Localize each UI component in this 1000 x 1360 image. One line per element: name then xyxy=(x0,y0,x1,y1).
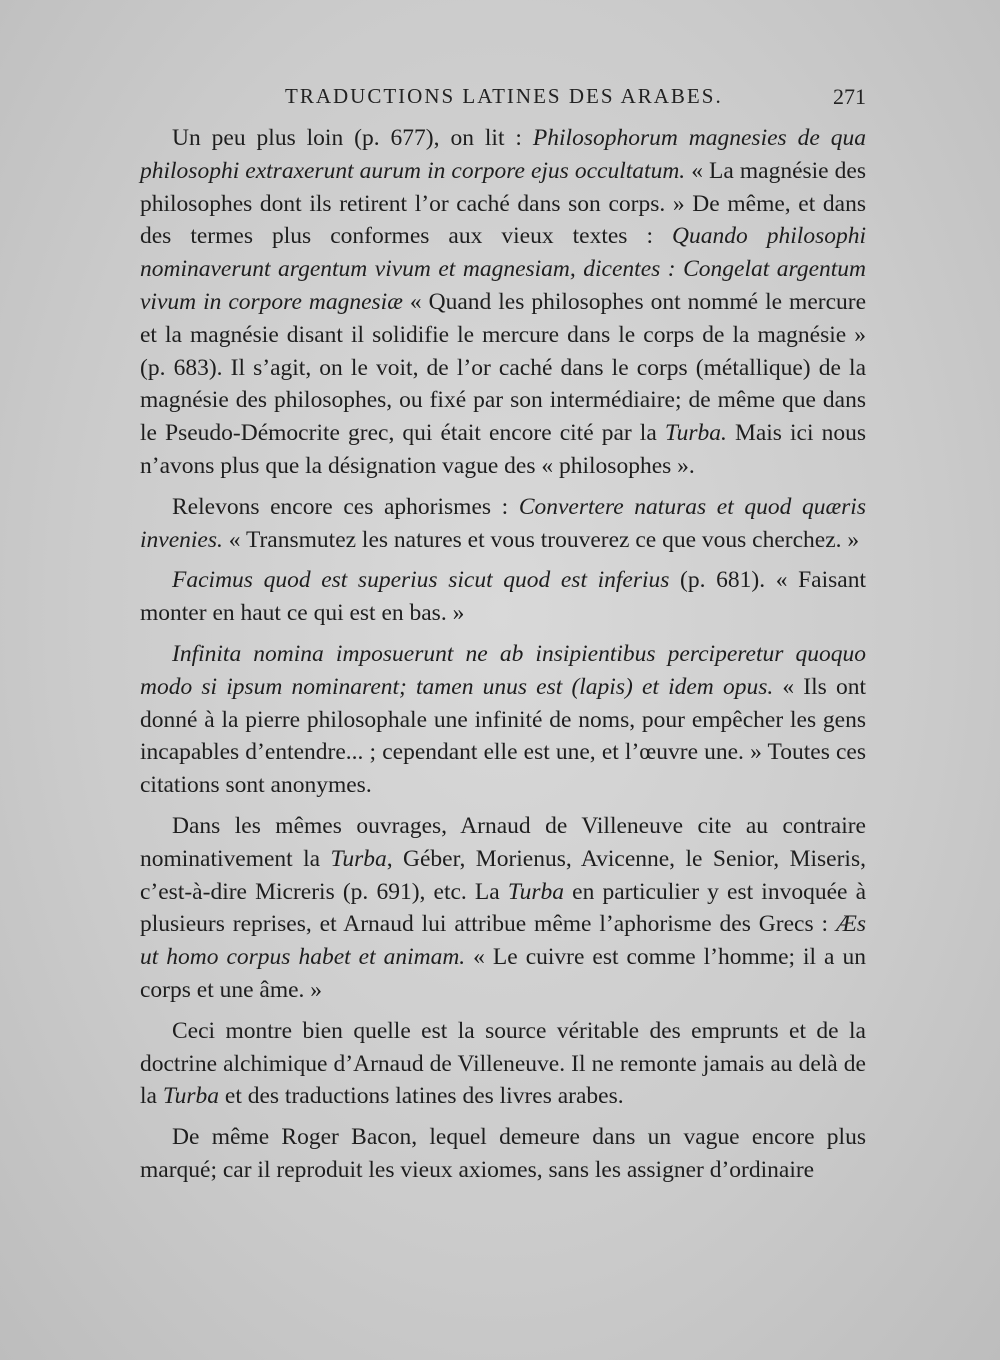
paragraph-6 xyxy=(140,1015,866,1113)
paragraph-2 xyxy=(140,491,866,557)
text-run: et des traductions latines des livres arabes. xyxy=(219,1083,624,1110)
latin-quote: Convertere naturas et quod quæris invenies. xyxy=(140,493,866,553)
text-run: « Transmutez les natures et vous trouverez ce que vous cherchez. » xyxy=(222,526,860,553)
page-number: 271 xyxy=(833,84,866,109)
latin-quote: Æs ut homo corpus habet et animam. xyxy=(140,911,866,971)
latin-quote: Quando philosophi nominaverunt argentum vivum et magnesiam, dicentes : Congelat argentum vivum in corpore magnesiæ xyxy=(140,223,866,315)
text-run: en particulier y est invoquée à plusieurs reprises, et Arnaud lui attribue même l’aphorisme des Grecs : xyxy=(140,878,867,938)
running-title: TRADUCTIONS LATINES DES ARABES. xyxy=(285,84,723,108)
paragraph-4 xyxy=(140,638,866,802)
latin-quote: Turba xyxy=(507,878,565,905)
latin-quote: Turba xyxy=(162,1083,220,1110)
latin-quote: Turba. xyxy=(664,420,727,447)
latin-quote: Facimus quod est superius sicut quod est inferius xyxy=(172,567,670,594)
text-run: « Ils ont donné à la pierre philosophale une infinité de noms, pour empêcher les gens incapables d’entendre... ; cependant elle est une, et l’œuvre une. » Toutes ces citations sont anonymes. xyxy=(140,673,866,799)
running-head xyxy=(140,84,870,118)
text-run: De même Roger Bacon, lequel demeure dans un vague encore plus marqué; car il reproduit les vieux axiomes, sans les assigner d’ordinaire xyxy=(140,1124,866,1183)
paragraph-5 xyxy=(140,810,866,1007)
paragraph-7 xyxy=(140,1121,866,1187)
text-run: (p. 681). « Faisant monter en haut ce qui est en bas. » xyxy=(140,567,866,627)
text-run: Relevons encore ces aphorismes : xyxy=(172,493,519,520)
text-run: Un peu plus loin (p. 677), on lit : xyxy=(172,125,533,151)
text-run: Ceci montre bien quelle est la source véritable des emprunts et de la doctrine alchimique d’Arnaud de Villeneuve. Il ne remonte jamais au delà de la xyxy=(140,1017,866,1110)
latin-quote: Philosophorum magnesies de qua philosophi extraxerunt aurum in corpore ejus occultatum. xyxy=(140,125,866,184)
text-run: « Le cuivre est comme l’homme; il a un corps et une âme. » xyxy=(140,944,866,1003)
latin-quote: Turba xyxy=(330,845,387,872)
paragraph-3 xyxy=(140,564,866,630)
body-text xyxy=(140,122,866,1189)
text-run: , Géber, Morienus, Avicenne, le Senior, Miseris, c’est-à-dire Micreris (p. 691), etc. La xyxy=(140,845,866,905)
latin-quote: Infinita nomina imposuerunt ne ab insipientibus perciperetur quoquo modo si ipsum nominarent; tamen unus est (lapis) et idem opus. xyxy=(140,640,866,700)
text-run: « Quand les philosophes ont nommé le mercure et la magnésie disant il solidifie le mercure dans le corps de la magnésie » (p. 683). Il s’agit, on le voit, de l’or caché dans le corps (métallique) de la magnésie des philosophes, ou fixé par son intermédiaire; de même que dans le Pseudo-Démocrite grec, qui était encore cité par la xyxy=(140,288,867,447)
text-run: Dans les mêmes ouvrages, Arnaud de Villeneuve cite au contraire nominativement la xyxy=(140,812,866,872)
text-run: « La magnésie des philosophes dont ils retirent l’or caché dans son corps. » De même, et dans des termes plus conformes aux vieux textes : xyxy=(140,157,866,250)
text-run: Mais ici nous n’avons plus que la désignation vague des « philosophes ». xyxy=(140,420,866,479)
paragraph-1 xyxy=(140,122,866,483)
